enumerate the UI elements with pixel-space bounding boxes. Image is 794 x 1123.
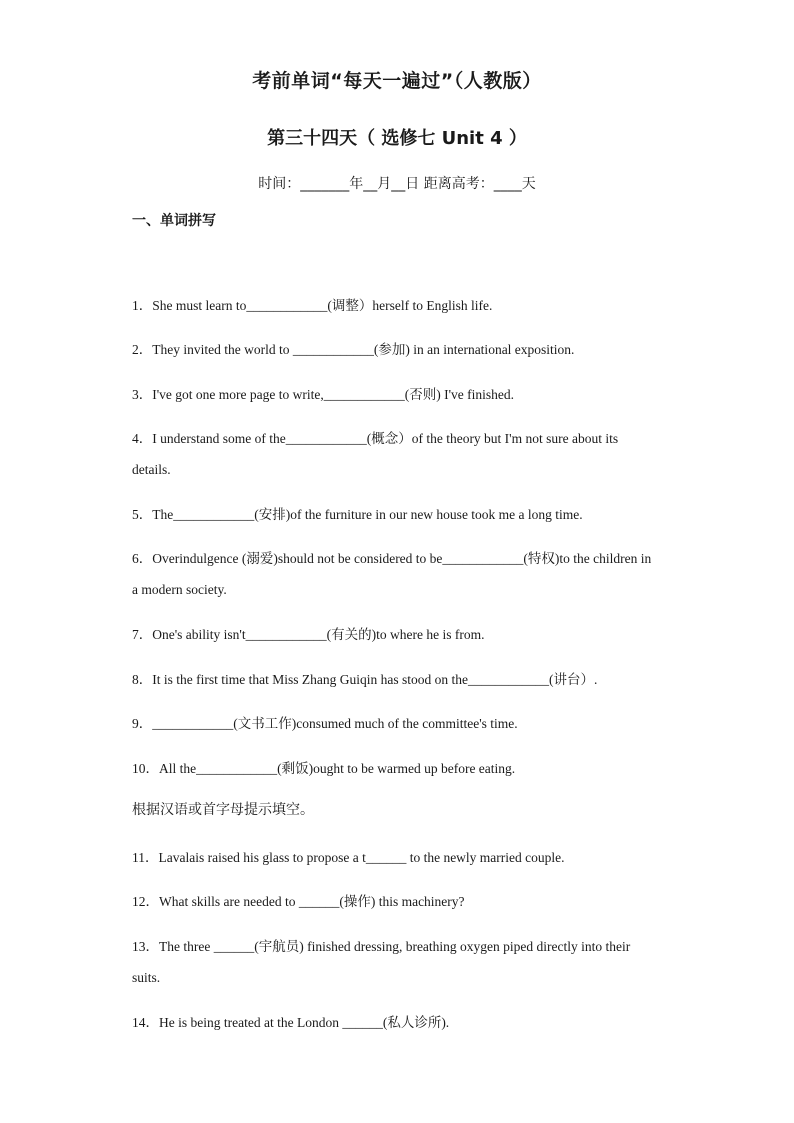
question-item: 1．She must learn to____________(调整）herself to English life. — [132, 298, 493, 313]
page-title: 考前单词“每天一遍过”（人教版） — [252, 70, 542, 92]
question-item: 14．He is being treated at the London ______(私人诊所). — [132, 1015, 450, 1030]
section-heading: 一、单词拼写 — [132, 213, 216, 229]
question-item: 9．____________(文书工作)consumed much of the committee's time. — [132, 716, 518, 731]
question-item: 6．Overindulgence (溺爱)should not be considered to be____________(特权)to the children in a modern society. — [132, 551, 652, 597]
question-item: 2．They invited the world to ____________(参加) in an international exposition. — [132, 342, 575, 357]
page-subtitle: 第三十四天（ 选修七 Unit 4 ） — [267, 128, 527, 149]
date-line: 时间：_______年__月__日 距离高考：____天 — [258, 176, 536, 192]
question-item: 12．What skills are needed to ______(操作) this machinery? — [132, 894, 465, 909]
question-item: 7．One's ability isn't____________(有关的)to where he is from. — [132, 627, 485, 642]
question-item: 13．The three ______(宇航员) finished dressing, breathing oxygen piped directly into their suits. — [132, 939, 631, 985]
question-item: 5．The____________(安排)of the furniture in our new house took me a long time. — [132, 507, 583, 522]
question-item: 10．All the____________(剩饭)ought to be warmed up before eating. — [132, 761, 516, 776]
question-item: 4．I understand some of the____________(概念）of the theory but I'm not sure about its details. — [132, 431, 619, 477]
question-item: 11．Lavalais raised his glass to propose a t______ to the newly married couple. — [132, 850, 565, 865]
section-instruction: 根据汉语或首字母提示填空。 — [132, 802, 314, 818]
question-item: 8．It is the first time that Miss Zhang Guiqin has stood on the____________(讲台）. — [132, 672, 598, 687]
question-item: 3．I've got one more page to write,____________(否则) I've finished. — [132, 387, 515, 402]
